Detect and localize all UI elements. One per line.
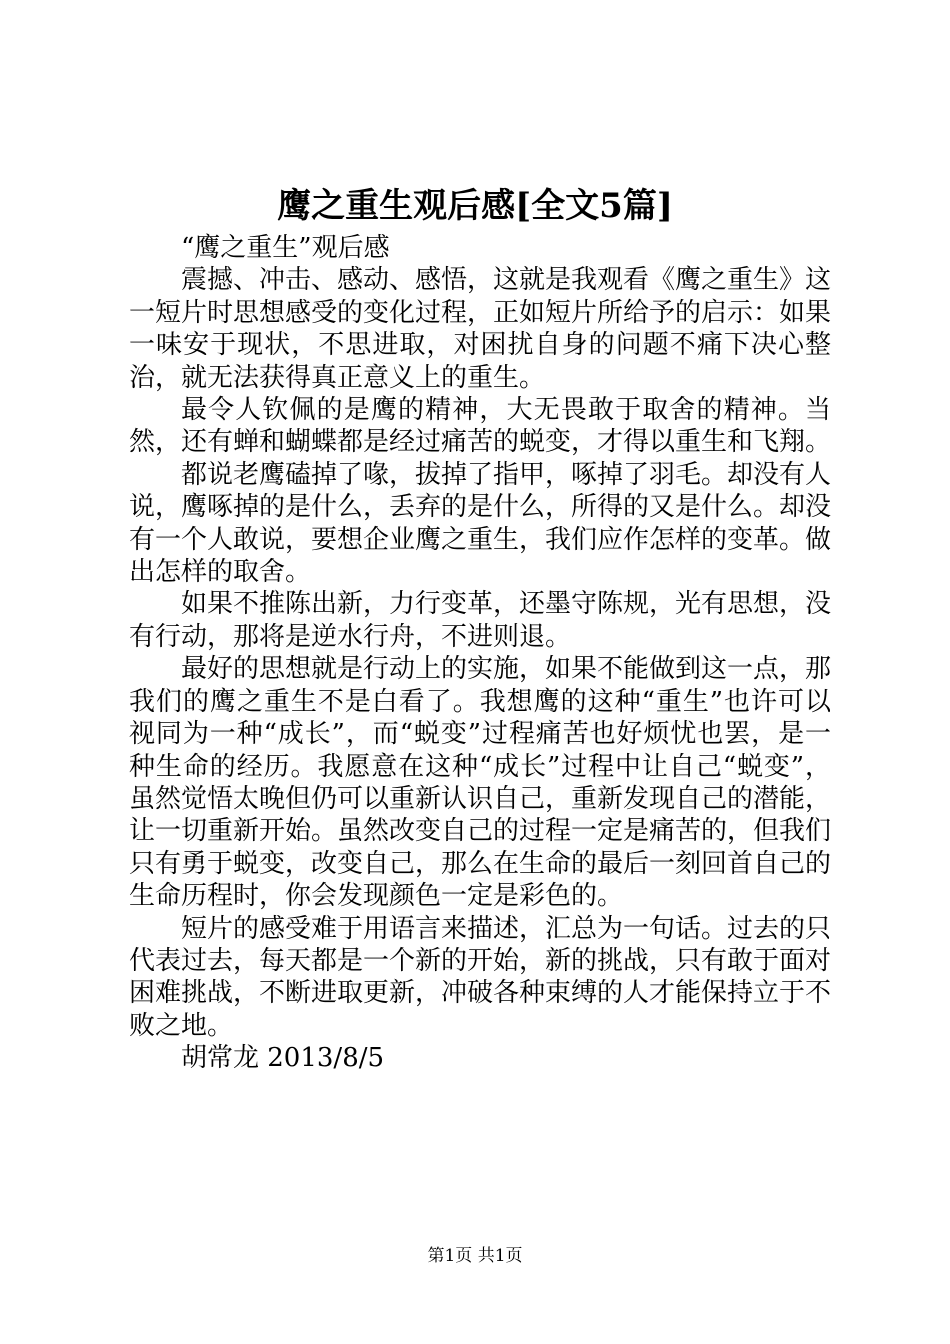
body-paragraph: 如果不推陈出新，力行变革，还墨守陈规，光有思想，没有行动，那将是逆水行舟，不进则退。 bbox=[129, 589, 832, 652]
author-signature-date: 胡常龙 2013/8/5 bbox=[181, 1043, 385, 1074]
body-paragraph: 都说老鹰磕掉了喙，拔掉了指甲，啄掉了羽毛。却没有人说，鹰啄掉的是什么，丢弃的是什么，所得的又是什么。却没有一个人敢说，要想企业鹰之重生，我们应作怎样的变革。做出怎样的取舍。 bbox=[129, 459, 832, 588]
body-paragraph: 最令人钦佩的是鹰的精神，大无畏敢于取舍的精神。当然，还有蝉和蝴蝶都是经过痛苦的蜕变，才得以重生和飞翔。 bbox=[129, 395, 832, 458]
document-title: 鹰之重生观后感[全文5篇] bbox=[277, 186, 673, 226]
document-body bbox=[129, 232, 831, 1075]
body-subtitle: “鹰之重生”观后感 bbox=[181, 233, 390, 263]
page-number-footer: 第1页 共1页 bbox=[427, 1246, 523, 1266]
body-paragraph: 最好的思想就是行动上的实施，如果不能做到这一点，那我们的鹰之重生不是白看了。我想鹰的这种“重生”也许可以视同为一种“成长”，而“蜕变”过程痛苦也好烦忧也罢，是一种生命的经历。我愿意在这种“成长”过程中让自己“蜕变”，虽然觉悟太晚但仍可以重新认识自己，重新发现自己的潜能，让一切重新开始。虽然改变自己的过程一定是痛苦的，但我们只有勇于蜕变，改变自己，那么在生命的最后一刻回首自己的生命历程时，你会发现颜色一定是彩色的。 bbox=[129, 654, 832, 912]
body-paragraph: 震撼、冲击、感动、感悟，这就是我观看《鹰之重生》这一短片时思想感受的变化过程，正如短片所给予的启示：如果一味安于现状，不思进取，对困扰自身的问题不痛下决心整治，就无法获得真正意义上的重生。 bbox=[129, 265, 832, 393]
body-paragraph: 短片的感受难于用语言来描述，汇总为一句话。过去的只代表过去，每天都是一个新的开始，新的挑战，只有敢于面对困难挑战，不断进取更新，冲破各种束缚的人才能保持立于不败之地。 bbox=[129, 913, 832, 1041]
